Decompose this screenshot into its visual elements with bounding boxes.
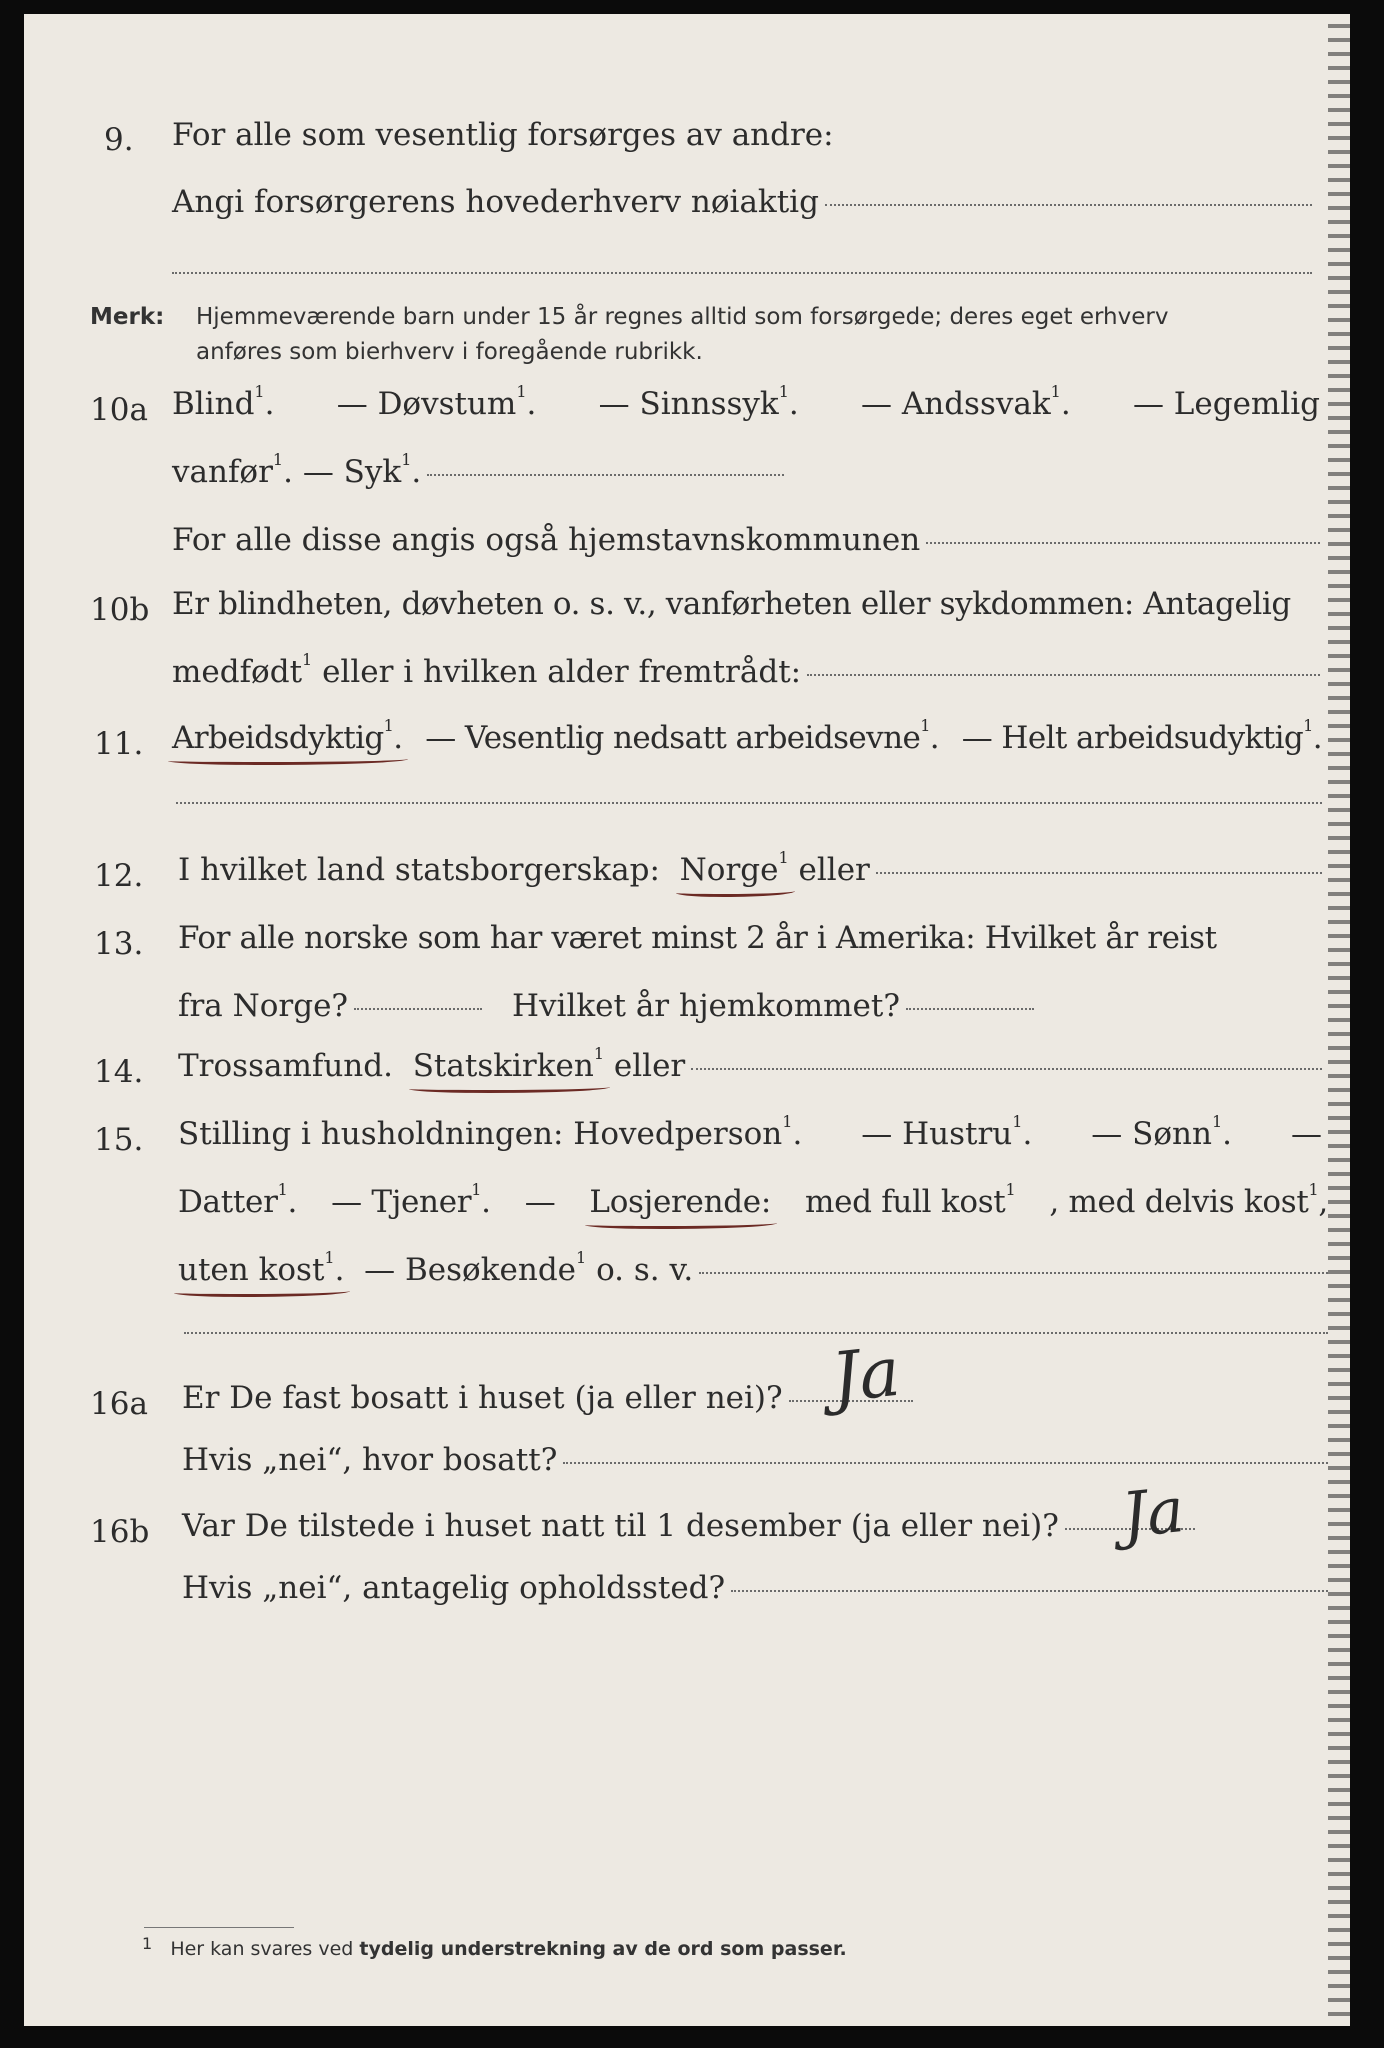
q10b-line1: Er blindheten, døvheten o. s. v., vanførheten eller sykdommen: Antagelig [172, 586, 1291, 622]
q10a-syk-line[interactable] [427, 474, 784, 476]
q16b-question: Var De tilstede i huset natt til 1 desember (ja eller nei)? [182, 1508, 1059, 1544]
q10b-line2-text: eller i hvilken alder fremtrådt: [322, 654, 802, 690]
option-blind[interactable]: Blind$^1$. [172, 382, 275, 422]
q9-line2 [172, 184, 1312, 228]
q16b-handwritten-answer: Ja [1118, 1472, 1188, 1553]
q11-number: 11. [94, 726, 144, 762]
q16b-line2 [182, 1570, 1328, 1614]
option-legemlig[interactable]: — Legemlig [1132, 386, 1320, 422]
q15-dash2: — [524, 1184, 556, 1220]
q14-eller: eller [613, 1048, 686, 1084]
q15-osv: o. s. v. [596, 1252, 694, 1288]
q15-line1 [178, 1112, 1322, 1160]
q13-line1: For alle norske som har været minst 2 år i Amerika: Hvilket år reist [178, 920, 1217, 956]
q10a-number: 10a [90, 392, 148, 428]
q15-number: 15. [94, 1122, 144, 1158]
q16a-bosatt-line[interactable] [563, 1462, 1328, 1464]
option-udyktig[interactable]: — Helt arbeidsudyktig$^1$. [961, 716, 1322, 756]
option-syk[interactable]: — Syk$^1$. [302, 450, 422, 490]
q16a-line1 [182, 1380, 913, 1424]
q12-answer-line[interactable] [876, 872, 1322, 874]
q10a-line2 [172, 450, 784, 498]
q12-number: 12. [94, 858, 144, 894]
q15-extra-line[interactable] [184, 1332, 1328, 1334]
q11-line [172, 716, 1322, 764]
q15-answer-line[interactable] [699, 1272, 1328, 1274]
q10b-answer-line[interactable] [807, 674, 1320, 676]
q13-hjemkommet: Hvilket år hjemkommet? [512, 988, 900, 1024]
q16a-number: 16a [90, 1386, 148, 1422]
q16a-hvis-nei: Hvis „nei“, hvor bosatt? [182, 1442, 558, 1478]
q15-line3 [178, 1248, 1328, 1296]
option-tjener[interactable]: — Tjener$^1$. [331, 1180, 491, 1220]
q9-line2-text: Angi forsørgerens hovederhverv nøiaktig [172, 184, 819, 220]
option-statskirken-underlined[interactable]: Statskirken$^1$ [412, 1044, 605, 1084]
option-datter[interactable]: Datter$^1$. [178, 1180, 298, 1220]
option-medfodt[interactable]: medfødt$^1$ [172, 650, 313, 690]
q9-question: For alle som vesentlig forsørges av andre: [172, 117, 834, 153]
footnote-text-a: Her kan svares ved [170, 1938, 354, 1960]
q16b-opholdssted-line[interactable] [731, 1590, 1328, 1592]
q14-line [178, 1044, 1322, 1092]
option-vanfor[interactable]: vanfør$^1$. [172, 450, 303, 490]
footnote-text-b: tydelig understrekning av de ord som passer. [359, 1938, 847, 1960]
footnote-mark: 1 [142, 1934, 153, 1953]
q13-line2a [178, 988, 482, 1032]
census-form-page [24, 14, 1350, 2026]
q11-extra-line[interactable] [176, 802, 1322, 804]
q9-number: 9. [104, 122, 134, 158]
merk-label: Merk: [90, 304, 165, 330]
option-dovstum[interactable]: — Døvstum$^1$. [336, 382, 537, 422]
option-uten-kost-underlined[interactable]: uten kost$^1$. [178, 1248, 345, 1288]
merk-line2: anføres som bierhverv i foregående rubrikk. [196, 339, 703, 365]
q13-line2b [512, 988, 1034, 1032]
q12-text: I hvilket land statsborgerskap: [178, 852, 660, 888]
page-torn-edge [1328, 14, 1350, 2026]
footnote [142, 1934, 847, 1960]
option-besokende[interactable]: — Besøkende$^1$ [364, 1248, 587, 1288]
q16b-number: 16b [90, 1514, 150, 1550]
q15-dash: — [1290, 1116, 1322, 1152]
q10a-line3 [172, 522, 1320, 566]
q9-answer-line-2[interactable] [172, 272, 1312, 274]
q10a-line3-text: For alle disse angis også hjemstavnskommunen [172, 522, 921, 558]
option-losjerende-underlined[interactable]: Losjerende: [589, 1184, 771, 1220]
option-hovedperson[interactable]: Stilling i husholdningen: Hovedperson$^1$. [178, 1112, 803, 1152]
q15-line2 [178, 1180, 1328, 1228]
q16a-question: Er De fast bosatt i huset (ja eller nei)? [182, 1380, 783, 1416]
q14-number: 14. [94, 1054, 144, 1090]
option-sonn[interactable]: — Sønn$^1$. [1091, 1112, 1233, 1152]
q12-eller: eller [798, 852, 870, 888]
option-hustru[interactable]: — Hustru$^1$. [861, 1112, 1033, 1152]
q14-text: Trossamfund. [178, 1048, 393, 1084]
q12-line [178, 848, 1322, 896]
option-delvis-kost[interactable]: , med delvis kost$^1$, [1049, 1180, 1328, 1220]
option-andssvak[interactable]: — Andssvak$^1$. [861, 382, 1071, 422]
q16b-hvis-nei: Hvis „nei“, antagelig opholdssted? [182, 1570, 726, 1606]
option-sinnssyk[interactable]: — Sinnssyk$^1$. [598, 382, 799, 422]
q13-number: 13. [94, 926, 144, 962]
q9-answer-line[interactable] [825, 204, 1312, 206]
option-nedsatt[interactable]: — Vesentlig nedsatt arbeidsevne$^1$. [425, 716, 940, 756]
merk-line1: Hjemmeværende barn under 15 år regnes alltid som forsørgede; deres eget erhverv [196, 304, 1169, 330]
q13-fra-norge: fra Norge? [178, 988, 349, 1024]
q14-answer-line[interactable] [691, 1068, 1322, 1070]
q16a-handwritten-answer: Ja [828, 1332, 904, 1419]
footnote-rule [144, 1927, 294, 1928]
q10a-hjemstavn-line[interactable] [926, 542, 1320, 544]
option-arbeidsdyktig-underlined[interactable]: Arbeidsdyktig$^1$. [172, 716, 403, 756]
q16b-line1 [182, 1508, 1195, 1552]
q10b-number: 10b [90, 592, 150, 628]
q10b-line2 [172, 650, 1320, 698]
option-full-kost[interactable]: med full kost$^1$ [804, 1180, 1016, 1220]
q10a-line1 [172, 382, 1320, 430]
q13-hjemkommet-line[interactable] [906, 1008, 1034, 1010]
option-norge-underlined[interactable]: Norge$^1$ [679, 848, 789, 888]
q13-reist-line[interactable] [354, 1008, 482, 1010]
